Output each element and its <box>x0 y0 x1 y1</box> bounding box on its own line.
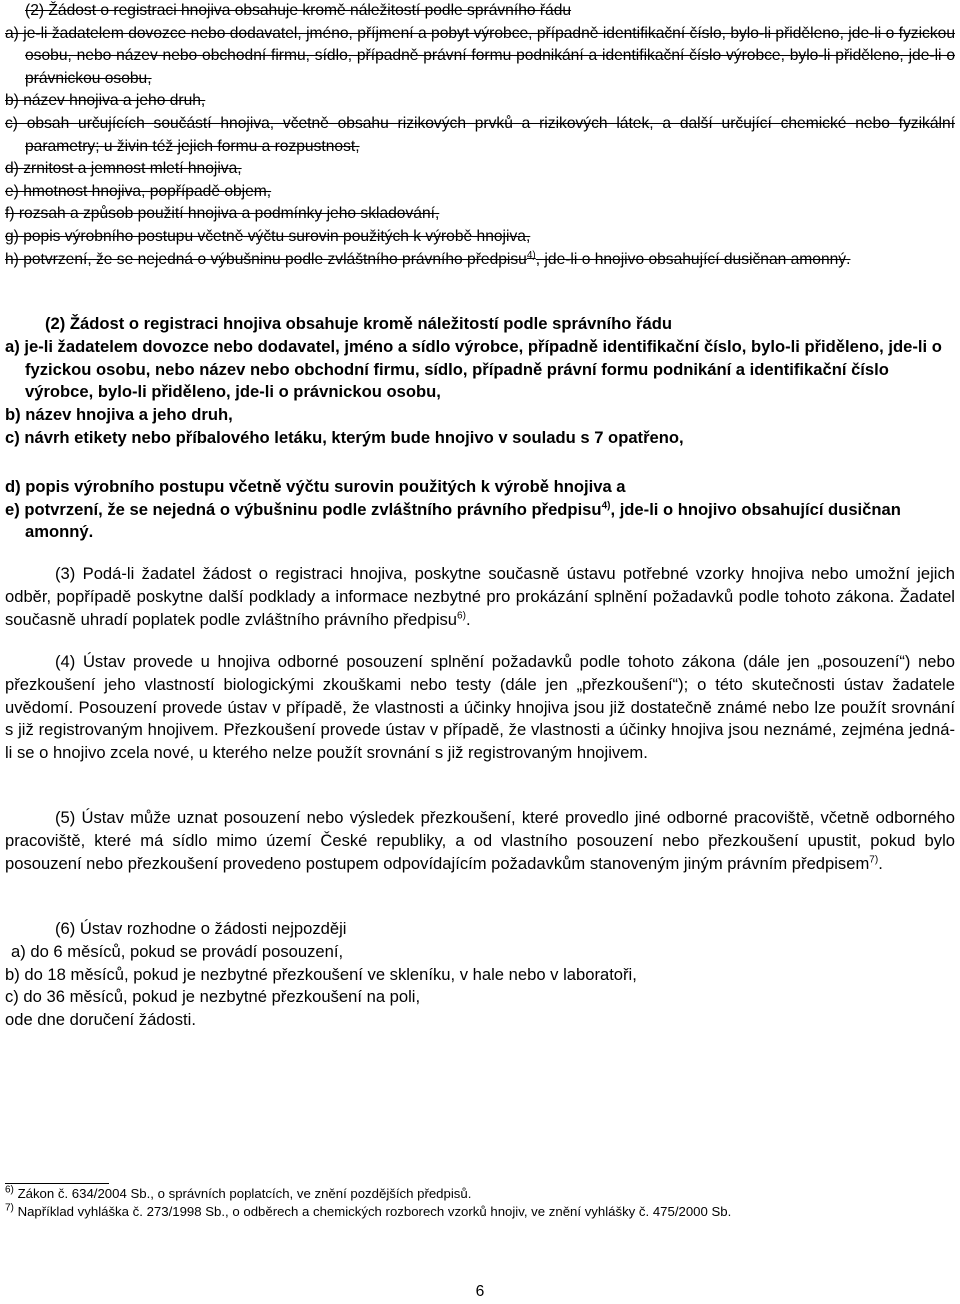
paragraph-6-item-b: b) do 18 měsíců, pokud je nezbytné přezkoušení ve skleníku, v hale nebo v laboratoři, <box>5 964 637 984</box>
paragraph-4 <box>5 651 955 765</box>
old-item-g: g) popis výrobního postupu včetně výčtu surovin použitých k výrobě hnojiva, <box>5 227 531 245</box>
paragraph-6-lead: (6) Ústav rozhodne o žádosti nejpozději <box>55 919 347 938</box>
old-item-h-tail: , jde-li o hnojivo obsahující dusičnan amonný. <box>535 250 851 268</box>
new-item-b: b) název hnojiva a jeho druh, <box>5 405 233 425</box>
paragraph-6 <box>5 918 955 1032</box>
new-intro: (2) Žádost o registraci hnojiva obsahuje kromě náležitostí podle správního řádu <box>45 314 672 333</box>
page-number: 6 <box>475 1283 485 1300</box>
footnote-ref: 4) <box>601 500 611 512</box>
old-item-c: c) obsah určujících součástí hnojiva, včetně obsahu rizikových prvků a rizikových látek, a další určující chemické nebo fyzikální parametry; u živin též jejich formu a rozpustnost, <box>5 114 955 155</box>
old-item-b: b) název hnojiva a jeho druh, <box>5 92 206 110</box>
paragraph-3 <box>5 563 955 631</box>
new-item-c: c) návrh etikety nebo příbalového letáku, kterým bude hnojivo v souladu s 7 opatřeno, <box>5 427 684 447</box>
footnote-mark: 7) <box>5 1202 14 1214</box>
footnote-7 <box>5 1203 731 1221</box>
paragraph-3-tail: . <box>465 609 471 629</box>
paragraph-4-text: (4) Ústav provede u hnojiva odborné posouzení splnění požadavků podle tohoto zákona (dále jen „posouzení“) nebo přezkoušení jeho vlastností biologickými zkouškami nebo testy (dále jen „přezkoušení“); o této skutečnosti ústav žadatele uvědomí. Posouzení provede ústav v případě, že vlastnosti a účinky hnojiva jsou již dostatečně známé nebo lze použít srovnání s již registrovaným hnojivem. Přezkoušení provede ústav v případě, že vlastnosti a účinky hnojiva jsou neznámé, zejména jedná-li se o hnojivo zcela nové, u kterého nelze použít srovnání s již registrovaným hnojivem. <box>5 652 955 763</box>
footnote-ref: 4) <box>526 249 536 261</box>
new-item-d: d) popis výrobního postupu včetně výčtu surovin použitých k výrobě hnojiva a <box>5 476 626 496</box>
footnote-mark: 6) <box>5 1184 14 1196</box>
new-item-a: a) je-li žadatelem dovozce nebo dodavatel, jméno a sídlo výrobce, případně identifikační číslo, bylo-li přiděleno, jde-li o fyzickou osobu, nebo název nebo obchodní firmu, sídlo, případně právní formu podnikání a identifikační číslo výrobce, bylo-li přiděleno, jde-li o právnickou osobu, <box>5 336 942 402</box>
footnote-text: Zákon č. 634/2004 Sb., o správních poplatcích, ve znění pozdějších předpisů. <box>13 1186 472 1201</box>
paragraph-6-item-a: a) do 6 měsíců, pokud se provádí posouzení, <box>11 941 344 961</box>
deleted-paragraph-2 <box>5 0 955 271</box>
footnote-text: Například vyhláška č. 273/1998 Sb., o odběrech a chemických rozborech vzorků hnojiv, ve znění vyhlášky č. 475/2000 Sb. <box>13 1203 732 1219</box>
footnotes <box>5 1185 731 1220</box>
old-intro: (2) Žádost o registraci hnojiva obsahuje kromě náležitostí podle správního řádu <box>25 2 572 19</box>
paragraph-6-item-c: c) do 36 měsíců, pokud je nezbytné přezkoušení na poli, <box>5 987 421 1007</box>
new-paragraph-2 <box>5 313 955 544</box>
new-item-e-tail: , jde-li o hnojivo obsahující dusičnan amonný. <box>25 499 901 542</box>
paragraph-5 <box>5 807 955 875</box>
old-item-d: d) zrnitost a jemnost mletí hnojiva, <box>5 160 242 178</box>
old-item-f: f) rozsah a způsob použití hnojiva a podmínky jeho skladování, <box>5 205 440 223</box>
footnote-divider <box>5 1183 109 1184</box>
old-item-h-text: h) potvrzení, že se nejedná o výbušninu podle zvláštního právního předpisu <box>5 250 527 268</box>
old-item-h <box>5 249 955 272</box>
paragraph-5-text: (5) Ústav může uznat posouzení nebo výsledek přezkoušení, které provedlo jiné odborné pracoviště, včetně odborného pracoviště, které má sídlo mimo území České republiky, a od vlastního posouzení nebo přezkoušení upustit, pokud bylo posouzení nebo přezkoušení provedeno postupem odpovídajícím požadavkům stanoveným jiným právním předpisem <box>5 808 955 873</box>
paragraph-5-tail: . <box>878 853 883 873</box>
footnote-6 <box>5 1185 731 1203</box>
old-item-a: a) je-li žadatelem dovozce nebo dodavatel, jméno, příjmení a pobyt výrobce, případně identifikační číslo, bylo-li přiděleno, jde-li o fyzickou osobu, nebo název nebo obchodní firmu, sídlo, případně právní formu podnikání a identifikační číslo výrobce, bylo-li přiděleno, jde-li o právnickou osobu, <box>5 24 955 87</box>
new-item-e-text: e) potvrzení, že se nejedná o výbušninu podle zvláštního právního předpisu <box>5 499 602 519</box>
spacer <box>5 450 955 476</box>
footnote-ref: 7) <box>869 854 879 866</box>
paragraph-3-text: (3) Podá-li žadatel žádost o registraci hnojiva, poskytne současně ústavu potřebné vzorky hnojiva nebo umožní jejich odběr, popřípadě poskytne další podklady a informace nezbytné pro prokázání splnění požadavků podle tohoto zákona. Žadatel současně uhradí poplatek podle zvláštního právního předpisu <box>5 564 955 629</box>
paragraph-6-tail: ode dne doručení žádosti. <box>5 1010 196 1030</box>
old-item-e: e) hmotnost hnojiva, popřípadě objem, <box>5 182 272 200</box>
footnote-ref: 6) <box>457 610 466 622</box>
new-item-e <box>5 499 955 545</box>
